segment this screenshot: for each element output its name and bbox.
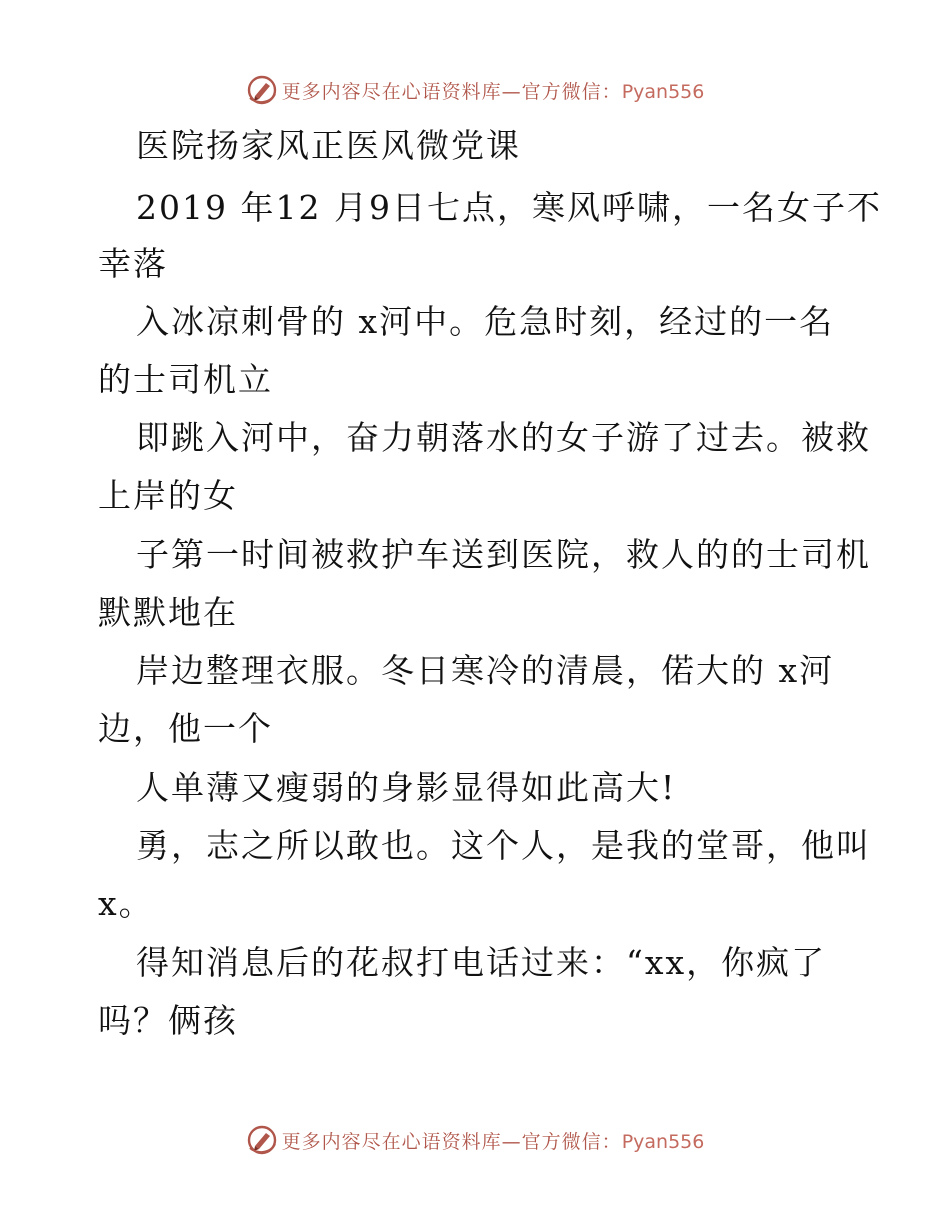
banner-slogan: 更多内容尽在心语资料库	[281, 80, 502, 103]
text-line: x。	[98, 884, 154, 923]
text-line: 入冰凉刺骨的 x河中。危急时刻，经过的一名	[136, 302, 835, 341]
text-line: 上岸的女	[98, 476, 238, 515]
footer-banner	[0, 1118, 950, 1162]
text-line: 吗？俩孩	[98, 1001, 238, 1040]
text-line: 的士司机立	[98, 360, 273, 399]
header-banner	[0, 68, 950, 112]
banner-separator: —	[501, 1130, 522, 1153]
text-line: 子第一时间被救护车送到医院，救人的的士司机	[136, 535, 871, 574]
banner-text	[282, 1127, 705, 1154]
text-line: 勇，志之所以敢也。这个人，是我的堂哥，他叫	[136, 826, 871, 865]
text-line: 幸落	[98, 244, 168, 283]
banner-separator: —	[501, 80, 522, 103]
pen-logo-icon	[246, 74, 278, 106]
pen-logo-icon	[246, 1124, 278, 1156]
banner-wechat-id: Pyan556	[621, 1130, 705, 1153]
text-line: 得知消息后的花叔打电话过来：“xx，你疯了	[136, 943, 827, 982]
text-line: 默默地在	[98, 593, 238, 632]
text-line: 2019 年12 月9日七点，寒风呼啸，一名女子不	[136, 188, 882, 227]
text-line: 人单薄又瘦弱的身影显得如此高大!	[136, 768, 677, 807]
text-line: 边，他一个	[98, 709, 273, 748]
document-title: 医院扬家风正医风微党课	[136, 126, 521, 165]
banner-text	[282, 77, 705, 104]
banner-wechat-label: 官方微信：	[521, 80, 622, 103]
text-line: 岸边整理衣服。冬日寒冷的清晨，偌大的 x河	[136, 651, 835, 690]
banner-wechat-id: Pyan556	[621, 80, 705, 103]
banner-slogan: 更多内容尽在心语资料库	[281, 1130, 502, 1153]
text-line: 即跳入河中，奋力朝落水的女子游了过去。被救	[136, 418, 871, 457]
banner-wechat-label: 官方微信：	[521, 1130, 622, 1153]
